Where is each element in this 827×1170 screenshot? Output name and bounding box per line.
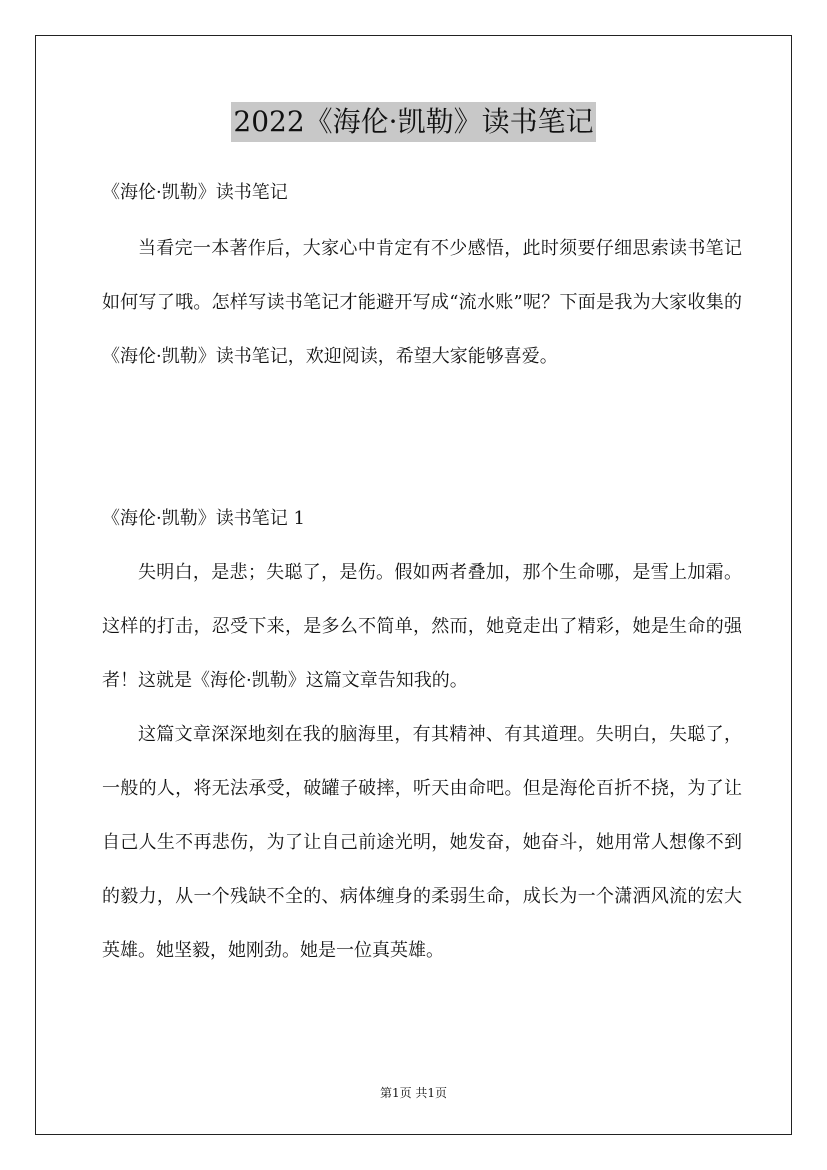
page-footer: 第1页 共1页 [379,1086,448,1100]
paragraph-1: 失明白，是悲；失聪了，是伤。假如两者叠加，那个生命哪，是雪上加霜。这样的打击，忍受下来，是多么不简单，然而，她竟走出了精彩，她是生命的强者！这就是《海伦·凯勒》这篇文章告知我的。 [102,562,742,691]
intro-paragraph: 当看完一本著作后，大家心中肯定有不少感悟，此时须要仔细思索读书笔记如何写了哦。怎样写读书笔记才能避开写成“流水账”呢？下面是我为大家收集的《海伦·凯勒》读书笔记，欢迎阅读，希望大家能够喜爱。 [102,238,742,367]
paragraph-2: 这篇文章深深地刻在我的脑海里，有其精神、有其道理。失明白，失聪了，一般的人，将无法承受，破罐子破摔，听天由命吧。但是海伦百折不挠，为了让自己人生不再悲伤，为了让自己前途光明，她发奋，她奋斗，她用常人想像不到的毅力，从一个残缺不全的、病体缠身的柔弱生命，成长为一个潇洒风流的宏大英雄。她坚毅，她刚劲。她是一位真英雄。 [102,724,742,961]
document-title: 2022《海伦·凯勒》读书笔记 [231,102,595,142]
subheading-note-1: 《海伦·凯勒》读书笔记 1 [102,508,305,529]
title-container [0,102,827,142]
subheading-intro: 《海伦·凯勒》读书笔记 [102,182,288,203]
